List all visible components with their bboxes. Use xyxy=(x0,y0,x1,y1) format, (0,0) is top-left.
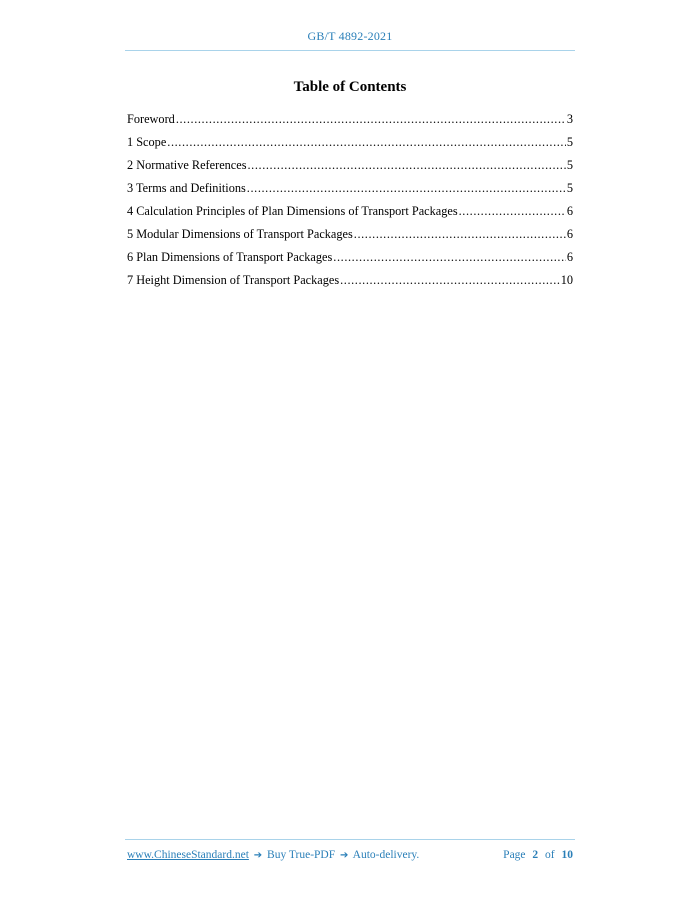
total-pages-number: 10 xyxy=(561,849,573,861)
header-divider xyxy=(125,50,575,51)
toc-entry-page: 6 xyxy=(566,204,573,218)
toc-entry-page: 3 xyxy=(566,112,573,126)
toc-entry-plan-dimensions[interactable] xyxy=(127,249,573,272)
toc-entry-modular-dimensions[interactable] xyxy=(127,226,573,249)
toc-entry-text: 7 Height Dimension of Transport Packages xyxy=(127,273,340,287)
page-footer xyxy=(127,849,573,861)
toc-entry-text: Foreword xyxy=(127,112,175,126)
page-label: Page xyxy=(503,849,526,861)
toc-entry-height-dimension[interactable] xyxy=(127,272,573,295)
toc-entry-page: 10 xyxy=(560,273,573,287)
dot-leader xyxy=(176,111,566,128)
table-of-contents xyxy=(127,111,573,295)
toc-entry-text: 5 Modular Dimensions of Transport Packages xyxy=(127,227,353,241)
dot-leader xyxy=(247,180,566,197)
dot-leader xyxy=(459,203,566,220)
toc-entry-page: 5 xyxy=(566,135,573,149)
toc-entry-page: 5 xyxy=(566,181,573,195)
dot-leader xyxy=(354,226,566,243)
auto-delivery-text: Auto-delivery. xyxy=(352,849,420,861)
toc-entry-text: 2 Normative References xyxy=(127,158,247,172)
arrow-right-icon: ➔ xyxy=(340,850,349,861)
toc-entry-scope[interactable] xyxy=(127,134,573,157)
of-label: of xyxy=(545,849,555,861)
footer-promo xyxy=(127,849,419,861)
page-indicator xyxy=(503,849,573,861)
toc-entry-text: 1 Scope xyxy=(127,135,167,149)
toc-entry-foreword[interactable] xyxy=(127,111,573,134)
toc-entry-text: 4 Calculation Principles of Plan Dimensions of Transport Packages xyxy=(127,204,458,218)
buy-pdf-text: Buy True-PDF xyxy=(267,849,336,861)
dot-leader xyxy=(333,249,566,266)
toc-entry-text: 3 Terms and Definitions xyxy=(127,181,246,195)
dot-leader xyxy=(340,272,560,289)
toc-entry-text: 6 Plan Dimensions of Transport Packages xyxy=(127,250,333,264)
toc-entry-normative-references[interactable] xyxy=(127,157,573,180)
arrow-right-icon: ➔ xyxy=(253,850,263,861)
dot-leader xyxy=(248,157,566,174)
toc-entry-terms-definitions[interactable] xyxy=(127,180,573,203)
footer-divider xyxy=(125,839,575,840)
toc-title: Table of Contents xyxy=(293,79,407,95)
toc-entry-page: 6 xyxy=(566,227,573,241)
toc-entry-page: 5 xyxy=(566,158,573,172)
current-page-number: 2 xyxy=(532,849,539,861)
toc-entry-calculation-principles[interactable] xyxy=(127,203,573,226)
website-link[interactable]: www.ChineseStandard.net xyxy=(127,849,249,861)
running-header: GB/T 4892-2021 xyxy=(307,29,393,43)
toc-entry-page: 6 xyxy=(566,250,573,264)
dot-leader xyxy=(167,134,566,151)
